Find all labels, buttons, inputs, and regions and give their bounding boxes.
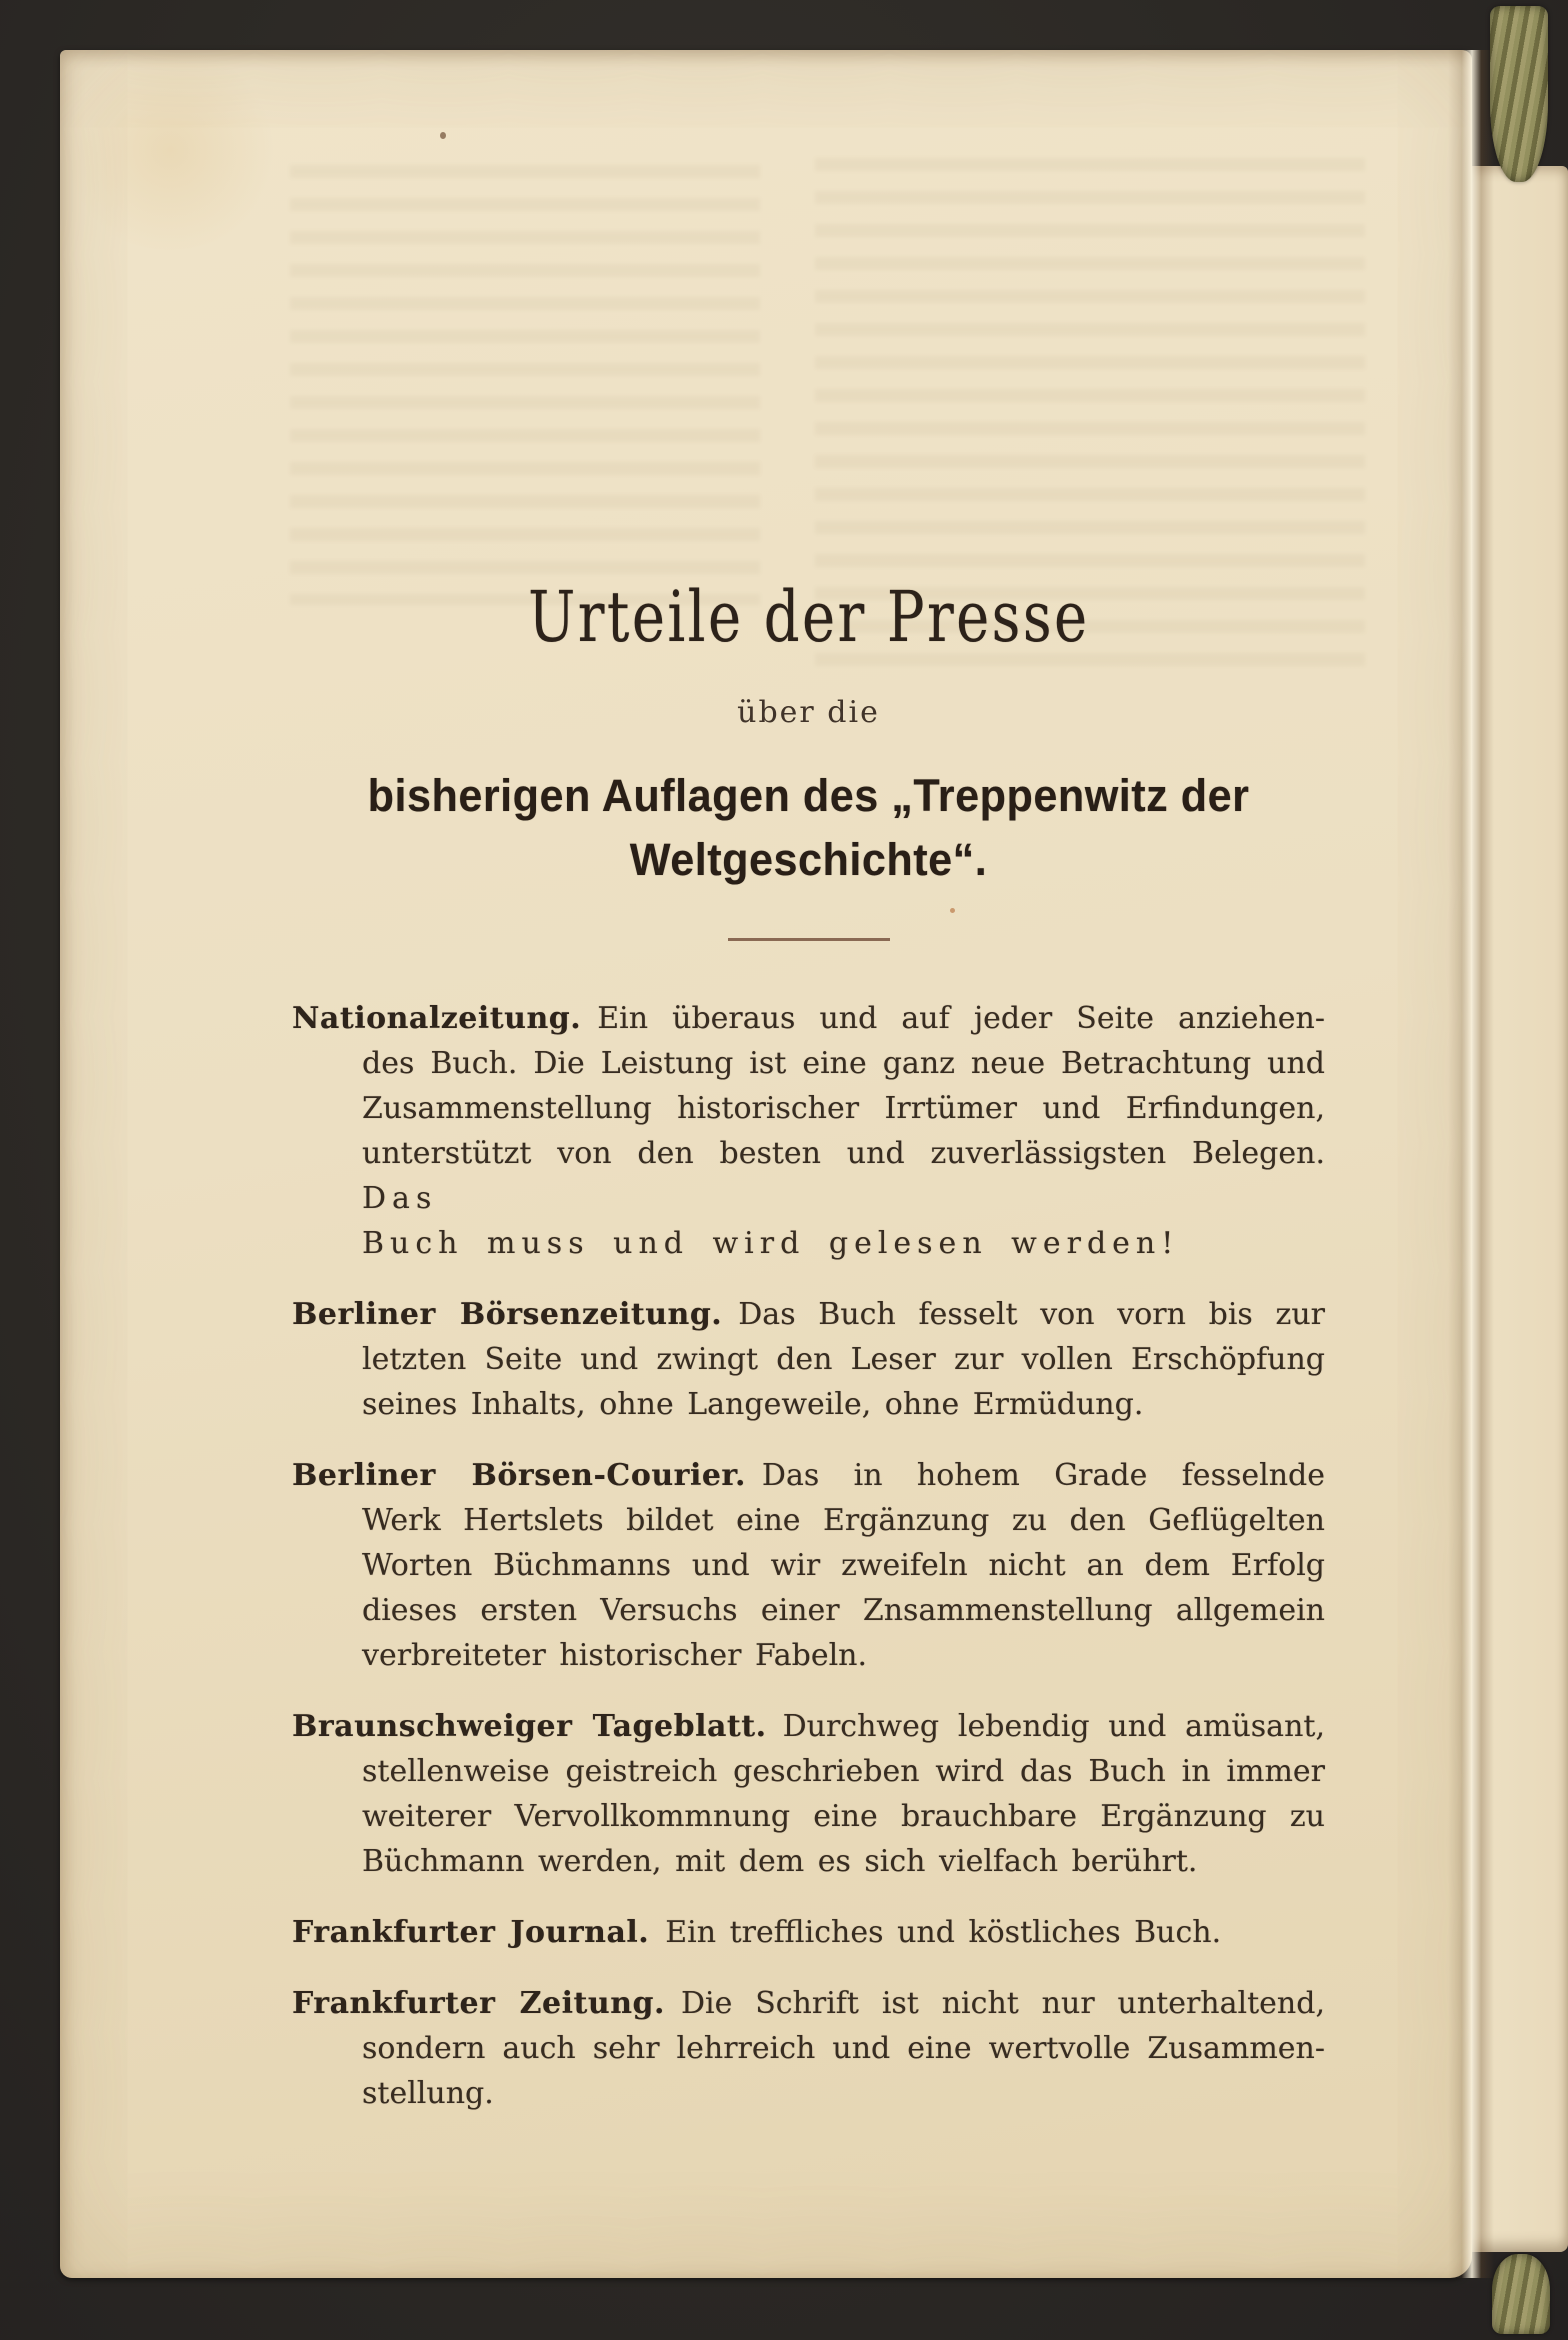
review-text: Die Schrift ist nicht nur unterhaltend, [680,1986,1325,2021]
press-reviews [292,996,1325,2116]
press-review [292,1981,1325,2116]
review-source: Braunschweiger Tageblatt. [292,1709,767,1744]
press-review [292,1910,1325,1955]
press-review [292,1704,1325,1884]
review-line: weiterer Vervollkommnung eine brauchbare Ergänzung zu [362,1799,1325,1834]
review-line: stellung. [362,2076,494,2111]
review-line [362,1131,1325,1221]
review-text: Ein treffliches und köstliches Buch. [665,1915,1222,1950]
review-source: Nationalzeitung. [292,1001,582,1036]
review-line: Büchmann werden, mit dem es sich vielfach berührt. [362,1844,1198,1879]
paper-stain [60,50,280,250]
edition-title-line-1: bisherigen Auflagen des „Treppenwitz der [367,770,1250,821]
review-line: Worten Büchmanns und wir zweifeln nicht an dem Erfolg [362,1548,1325,1583]
review-line: letzten Seite und zwingt den Leser zur vollen Erschöpfung [362,1342,1325,1377]
review-text: Durchweg lebendig und amüsant, [782,1709,1325,1744]
review-line [292,1910,1325,1955]
review-source: Berliner Börsen-Courier. [292,1458,746,1493]
emphasis-text: Das [362,1181,438,1216]
review-text: Das Buch fesselt von vorn bis zur [738,1297,1325,1332]
text-column [292,50,1325,2116]
press-review [292,996,1325,1266]
review-line [292,1704,1325,1749]
review-line: stellenweise geistreich geschrieben wird das Buch in immer [362,1754,1325,1789]
review-source: Berliner Börsenzeitung. [292,1297,723,1332]
review-line: des Buch. Die Leistung ist eine ganz neue Betrachtung und [362,1046,1325,1081]
review-text: Ein überaus und auf jeder Seite anziehen- [597,1001,1325,1036]
review-line [292,1453,1325,1498]
review-line: sondern auch sehr lehrreich und eine wertvolle Zusammen- [362,2031,1325,2066]
press-review [292,1453,1325,1678]
review-line [292,1292,1325,1337]
edition-title [292,764,1325,892]
edition-title-line-2: Weltgeschichte“. [629,834,988,885]
review-line: Zusammenstellung historischer Irrtümer und Erfindungen, [362,1091,1325,1126]
review-line [292,996,1325,1041]
review-line [292,1981,1325,2026]
book-page [60,50,1472,2278]
review-line: dieses ersten Versuchs einer Znsammenstellung allgemein [362,1593,1325,1628]
headband-bottom-icon [1492,2254,1550,2334]
divider-rule [728,938,890,941]
page-subtitle: über die [737,695,880,730]
review-source: Frankfurter Journal. [292,1915,650,1950]
emphasis-text: Buch muss und wird gelesen werden! [362,1226,1180,1261]
review-line: verbreiteter historischer Fabeln. [362,1638,868,1673]
press-review [292,1292,1325,1427]
review-line: Werk Hertslets bildet eine Ergänzung zu den Geflügelten [362,1503,1325,1538]
review-text: Das in hohem Grade fesselnde [761,1458,1325,1493]
page-title: Urteile der Presse [527,576,1090,658]
review-line: seines Inhalts, ohne Langeweile, ohne Ermüdung. [362,1387,1144,1422]
headband-top-icon [1490,6,1548,182]
review-text: unterstützt von den besten und zuverlässigsten Belegen. [362,1136,1325,1171]
review-source: Frankfurter Zeitung. [292,1986,665,2021]
